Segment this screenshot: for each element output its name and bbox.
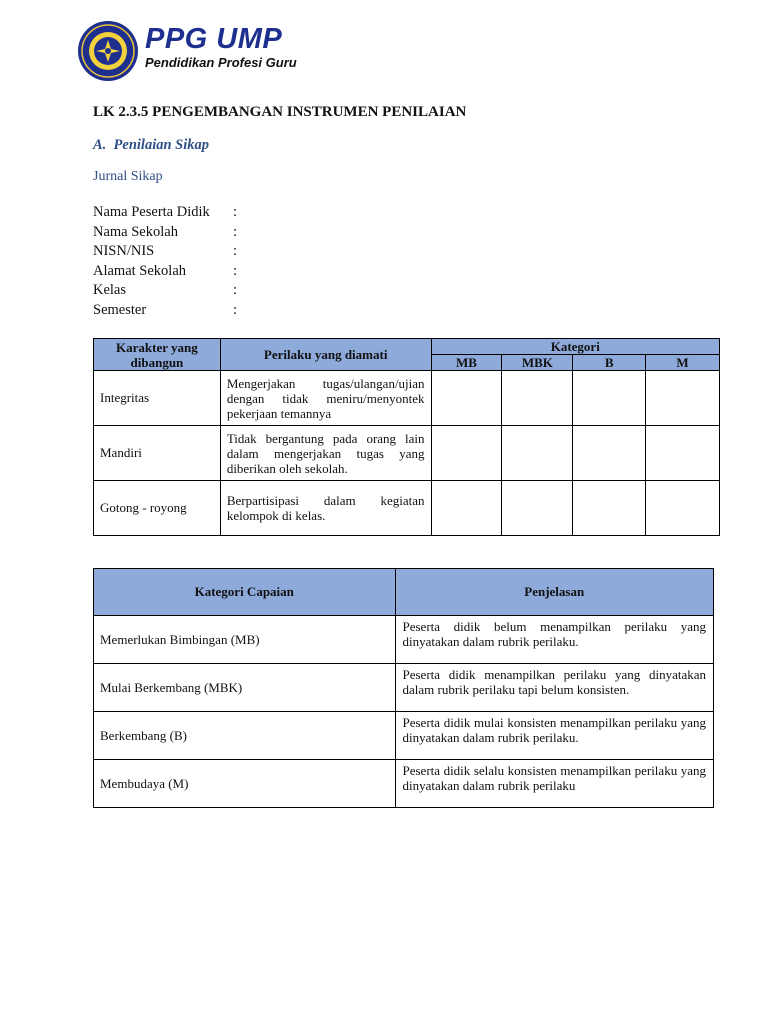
header-kategori: Kategori [431,339,719,355]
university-seal-logo [77,20,139,82]
field-row [93,281,237,301]
table-row [94,616,714,664]
section-number: A. [93,137,107,153]
header-b: B [573,355,646,371]
kategori-cell[interactable] [573,426,646,481]
penjelasan-cell: Peserta didik menampilkan perilaku yang dinyatakan dalam rubrik perilaku tapi belum konsisten. [395,664,714,712]
field-separator: : [233,301,238,318]
section-title: Penilaian Sikap [113,137,210,153]
kategori-cell: Membudaya (M) [94,760,396,808]
table-row [94,712,714,760]
header-karakter: Karakter yang dibangun [94,339,221,371]
field-row [93,203,237,223]
header-kategori-capaian: Kategori Capaian [94,569,396,616]
perilaku-cell: Tidak bergantung pada orang lain dalam mengerjakan tugas yang diberikan oleh sekolah. [220,426,431,481]
section-heading [93,137,209,154]
header-m: M [646,355,720,371]
kategori-cell[interactable] [431,426,502,481]
document-title: LK 2.3.5 PENGEMBANGAN INSTRUMEN PENILAIAN [93,104,467,120]
brand [145,24,297,70]
field-separator: : [233,262,238,279]
kategori-cell: Berkembang (B) [94,712,396,760]
perilaku-cell: Berpartisipasi dalam kegiatan kelompok di kelas. [220,481,431,536]
kategori-cell: Memerlukan Bimbingan (MB) [94,616,396,664]
kategori-cell[interactable] [646,371,720,426]
field-row [93,223,237,243]
table-row [94,481,720,536]
penjelasan-cell: Peserta didik mulai konsisten menampilkan perilaku yang dinyatakan dalam rubrik perilaku. [395,712,714,760]
kategori-cell: Mulai Berkembang (MBK) [94,664,396,712]
perilaku-cell: Mengerjakan tugas/ulangan/ujian dengan tidak meniru/menyontek pekerjaan temannya [220,371,431,426]
table-row [94,371,720,426]
field-row [93,242,237,262]
table-row [94,426,720,481]
penjelasan-cell: Peserta didik selalu konsisten menampilkan perilaku yang dinyatakan dalam rubrik perilaku [395,760,714,808]
field-separator: : [233,204,238,220]
kategori-cell[interactable] [431,481,502,536]
kategori-cell[interactable] [502,371,573,426]
karakter-cell: Integritas [94,371,221,426]
field-label: NISN/NIS [93,243,155,259]
header-mbk: MBK [502,355,573,371]
field-label: Alamat Sekolah [93,262,187,279]
jurnal-sikap-table [93,338,720,536]
field-separator: : [233,223,238,240]
table-row [94,664,714,712]
brand-subtitle: Pendidikan Profesi Guru [145,55,297,70]
karakter-cell: Mandiri [94,426,221,481]
kategori-cell[interactable] [431,371,502,426]
header-penjelasan: Penjelasan [395,569,714,616]
kategori-cell[interactable] [502,426,573,481]
field-row [93,262,237,282]
field-separator: : [233,243,238,259]
kategori-cell[interactable] [502,481,573,536]
header-perilaku: Perilaku yang diamati [220,339,431,371]
penjelasan-cell: Peserta didik belum menampilkan perilaku yang dinyatakan dalam rubrik perilaku. [395,616,714,664]
kategori-cell[interactable] [573,371,646,426]
brand-name: PPG UMP [145,23,283,55]
field-label: Nama Sekolah [93,223,178,240]
field-label: Kelas [93,282,127,298]
identity-fields [93,203,237,320]
kategori-cell[interactable] [646,481,720,536]
karakter-cell: Gotong - royong [94,481,221,536]
field-row [93,301,237,321]
table-row [94,760,714,808]
field-separator: : [233,282,238,298]
field-label: Semester [93,301,147,318]
subsection-heading: Jurnal Sikap [93,169,163,184]
field-label: Nama Peserta Didik [93,204,210,220]
kategori-cell[interactable] [646,426,720,481]
kategori-capaian-table [93,568,714,808]
header-mb: MB [431,355,502,371]
kategori-cell[interactable] [573,481,646,536]
